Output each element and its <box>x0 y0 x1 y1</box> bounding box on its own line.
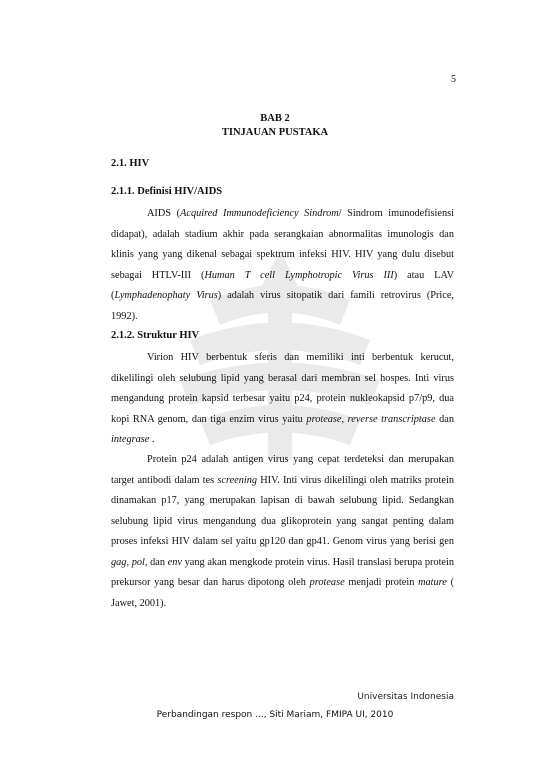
section-heading-2-1: 2.1. HIV <box>111 158 150 169</box>
italic-term: screening <box>217 474 258 486</box>
paragraph-p24-protein <box>111 450 454 614</box>
paragraph-aids-definition <box>111 204 454 327</box>
text-run: yang akan mengkode protein virus. Hasil translasi berupa protein prekursor yang besar dan harus dipotong oleh <box>111 556 455 588</box>
chapter-number: BAB 2 <box>260 113 290 124</box>
chapter-title: TINJAUAN PUSTAKA <box>221 127 329 138</box>
text-run: / Sindrom imunodefisiensi didapat), adalah stadium akhir pada serangkaian abnormalitas imunologis dan klinis yang yang dikenal sebagai spektrum infeksi HIV. HIV yang dulu disebut sebagai HTLV-III ( <box>111 208 454 281</box>
text-run: Protein p24 adalah antigen virus yang cepat terdeteksi dan merupakan target antibodi dalam tes <box>111 454 454 486</box>
italic-term: protease, reverse transcriptase <box>306 413 436 425</box>
italic-term: gag, pol, <box>111 556 148 568</box>
paragraph-hiv-structure <box>111 348 454 451</box>
text-run: AIDS ( <box>147 208 181 219</box>
italic-term: Lymphadenophaty Virus <box>114 290 218 301</box>
chapter-heading <box>0 112 550 140</box>
section-heading-2-1-1: 2.1.1. Definisi HIV/AIDS <box>111 186 223 197</box>
text-run: HIV. Inti virus dikelilingi oleh matriks protein dinamakan p17, yang merupakan lapisan di bawah selubung lipid. Sedangkan selubung lipid virus mengandung dua glikoprotein yang sangat penting dalam proses infeksi HIV dalam sel yaitu gp120 dan gp41. Genom virus yang berisi gen <box>111 474 454 547</box>
section-heading-2-1-2: 2.1.2. Struktur HIV <box>111 330 200 341</box>
text-run: ) atau LAV ( <box>111 269 455 301</box>
text-run: menjadi protein <box>344 577 419 588</box>
italic-term: protease <box>309 577 345 588</box>
text-run: ) adalah virus sitopatik dari famili retrovirus (Price, 1992). <box>111 290 454 322</box>
institution-label: Universitas Indonesia <box>357 692 454 702</box>
italic-term: Human T cell Lymphotropic Virus III <box>204 269 394 281</box>
text-run: ( Jawet, 2001). <box>111 577 454 609</box>
page-footer: Perbandingan respon ..., Siti Mariam, FMIPA UI, 2010 <box>156 710 394 720</box>
italic-term: env <box>167 556 182 568</box>
text-run: dan <box>435 413 454 425</box>
text-run: dan <box>147 556 168 568</box>
italic-term: integrase <box>111 434 150 445</box>
text-run: Virion HIV berbentuk sferis dan memiliki inti berbentuk kerucut, dikelilingi oleh selubung lipid yang berasal dari membran sel hospes. Inti virus mengandung protein kapsid terbesar yaitu p24, protein nukleokapsid p7/p9, dua kopi RNA genom, dan tiga enzim virus yaitu <box>111 352 454 425</box>
italic-term: Acquired Immunodeficiency Sindrom <box>180 208 339 219</box>
text-run: . <box>149 434 155 445</box>
italic-term: mature <box>418 577 447 588</box>
page-number: 5 <box>451 74 456 85</box>
